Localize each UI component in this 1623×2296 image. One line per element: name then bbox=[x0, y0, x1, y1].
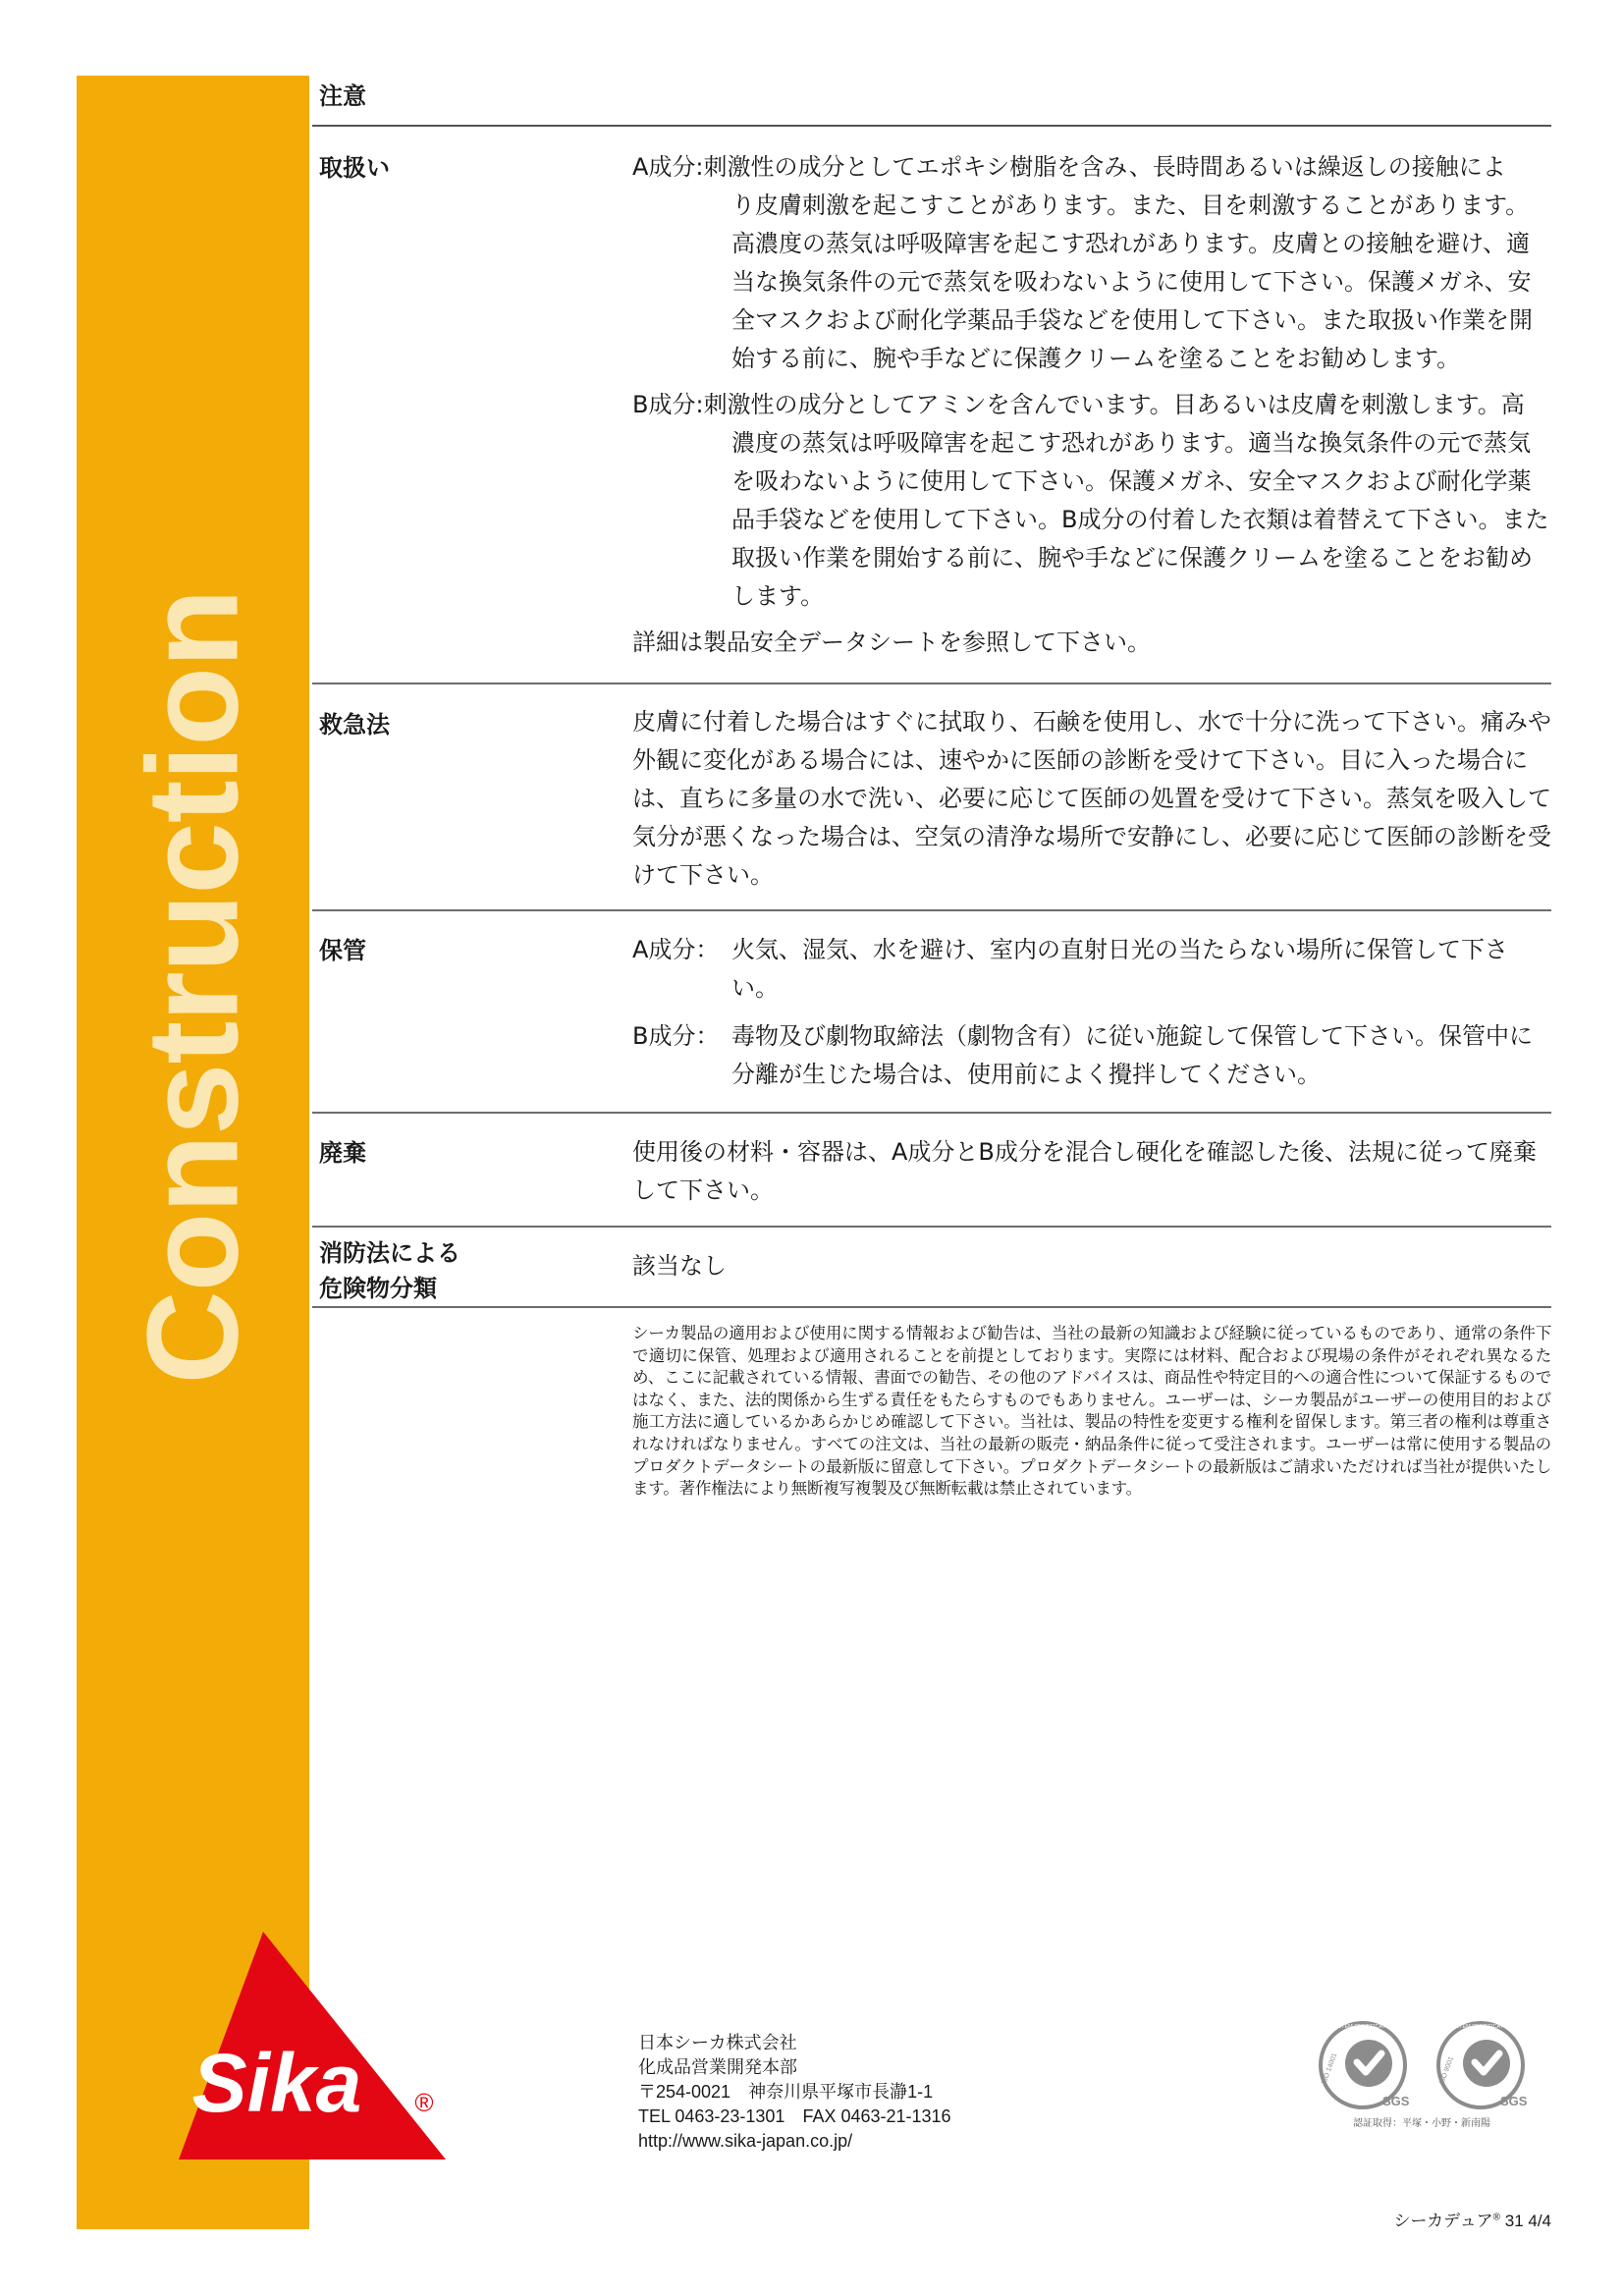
page-number: 31 4/4 bbox=[1504, 2212, 1551, 2230]
svg-text:SYSTEM CERTIFICATION: SYSTEM CERTIFICATION bbox=[1448, 2024, 1513, 2030]
handling-a-first-line bbox=[632, 148, 1551, 187]
iso14001-badge bbox=[1321, 2023, 1410, 2108]
storage-label: 保管 bbox=[319, 937, 366, 964]
handling-a-prefix: A成分: bbox=[632, 153, 704, 181]
handling-b-first-line bbox=[632, 386, 1551, 424]
svg-text:SYSTEM CERTIFICATION: SYSTEM CERTIFICATION bbox=[1330, 2024, 1395, 2030]
svg-text:SGS: SGS bbox=[1382, 2094, 1410, 2108]
first-aid-text: 皮膚に付着した場合はすぐに拭取り、石鹸を使用し、水で十分に洗って下さい。痛みや外観に変化がある場合には、速やかに医師の診断を受けて下さい。目に入った場合には、直ちに多量の水で洗い、必要に応じて医師の処置を受けて下さい。蒸気を吸入して気分が悪くなった場合は、空気の清浄な場所で安静にし、必要に応じて医師の診断を受けて下さい。 bbox=[632, 708, 1551, 889]
storage-a-prefix: A成分： bbox=[632, 936, 720, 963]
storage-body bbox=[632, 931, 1551, 1094]
product-reg-mark: ® bbox=[1492, 2212, 1500, 2223]
sika-logo-wordmark: Sika bbox=[191, 2037, 362, 2129]
storage-divider bbox=[312, 1112, 1551, 1114]
product-name: シーカデュア bbox=[1393, 2212, 1493, 2230]
handling-body bbox=[632, 148, 1551, 662]
division-name: 化成品営業開発本部 bbox=[638, 2057, 797, 2077]
certification-badges bbox=[1304, 2016, 1559, 2130]
storage-a-row bbox=[632, 931, 1551, 1008]
handling-a-text-start: 刺激性の成分としてエポキシ樹脂を含み、長時間あるいは繰返しの接触によ bbox=[703, 153, 1506, 181]
fire-law-label-line2: 危険物分類 bbox=[319, 1275, 437, 1302]
svg-text:SGS: SGS bbox=[1500, 2094, 1528, 2108]
storage-b-text: 毒物及び劇物取締法（劇物含有）に従い施錠して保管して下さい。保管中に分離が生じた場合は、使用前によく攪拌してください。 bbox=[731, 1022, 1533, 1088]
svg-text:ISO 14001: ISO 14001 bbox=[1321, 2051, 1339, 2086]
legal-disclaimer: シーカ製品の適用および使用に関する情報および勧告は、当社の最新の知識および経験に従っているものであり、通常の条件下で適切に保管、処理および適用されることを前提としております。実際には材料、配合および現場の条件がそれぞれ異なるため、ここに記載されている情報、書面での勧告、その他のアドバイスは、商品性や特定目的への適合性について保証するものではなく、また、法的関係から生ずる責任をもたらすものでもありません。ユーザーは、シーカ製品がユーザーの使用目的および施工方法に適しているかあらかじめ確認して下さい。当社は、製品の特性を変更する権利を留保します。第三者の権利は尊重されなければなりません。すべての注文は、当社の最新の販売・納品条件に従って受注されます。ユーザーは常に使用する製品のプロダクトデータシートの最新版に留意して下さい。プロダクトデータシートの最新版はご請求いただければ当社が提供いたします。著作権法により無断複写複製及び無断転載は禁止されています。 bbox=[632, 1324, 1551, 1499]
iso9001-badge bbox=[1438, 2023, 1528, 2108]
sika-logo bbox=[179, 1932, 446, 2167]
disposal-divider bbox=[312, 1226, 1551, 1228]
page-title: 注意 bbox=[319, 82, 366, 110]
registered-mark: ® bbox=[414, 2088, 434, 2117]
phone-fax: TEL 0463-23-1301 FAX 0463-21-1316 bbox=[638, 2106, 951, 2126]
storage-b-prefix: B成分： bbox=[632, 1022, 720, 1050]
handling-label: 取扱い bbox=[319, 154, 390, 182]
page-footer bbox=[1375, 2207, 1551, 2231]
first-aid-divider bbox=[312, 909, 1551, 911]
fire-law-text: 該当なし bbox=[632, 1252, 727, 1280]
fire-law-label-line1: 消防法による bbox=[319, 1239, 460, 1267]
postal-address: 〒254-0021 神奈川県平塚市長瀞1-1 bbox=[638, 2082, 934, 2102]
contact-block bbox=[638, 2031, 951, 2154]
construction-vertical-text: Construction bbox=[120, 589, 265, 1385]
storage-b-row bbox=[632, 1017, 1551, 1094]
handling-a-text-rest: り皮膚刺激を起こすことがあります。また、目を刺激することがあります。高濃度の蒸気は呼吸障害を起こす恐れがあります。皮膚との接触を避け、適当な換気条件の元で蒸気を吸わないように使用して下さい。保護メガネ、安全マスクおよび耐化学薬品手袋などを使用して下さい。また取扱い作業を開始する前に、腕や手などに保護クリームを塗ることをお勧めします。 bbox=[731, 191, 1533, 372]
title-divider bbox=[312, 125, 1551, 127]
svg-text:ISO 9001: ISO 9001 bbox=[1438, 2055, 1455, 2086]
fire-law-label bbox=[319, 1235, 460, 1306]
disposal-text: 使用後の材料・容器は、A成分とB成分を混合し硬化を確認した後、法規に従って廃棄して下さい。 bbox=[632, 1138, 1537, 1204]
handling-b-prefix: B成分: bbox=[632, 391, 704, 418]
storage-a-text: 火気、湿気、水を避け、室内の直射日光の当たらない場所に保管して下さい。 bbox=[731, 936, 1509, 1002]
company-name: 日本シーカ株式会社 bbox=[638, 2033, 797, 2052]
handling-note: 詳細は製品安全データシートを参照して下さい。 bbox=[632, 629, 1151, 656]
first-aid-label: 救急法 bbox=[319, 711, 390, 738]
disposal-label: 廃棄 bbox=[319, 1139, 366, 1167]
handling-b-text-start: 刺激性の成分としてアミンを含んでいます。目あるいは皮膚を刺激します。高 bbox=[703, 391, 1525, 418]
fire-law-divider bbox=[312, 1306, 1551, 1308]
certification-caption: 認証取得：平塚・小野・新南陽 bbox=[1353, 2118, 1490, 2129]
handling-b-text-rest: 濃度の蒸気は呼吸障害を起こす恐れがあります。適当な換気条件の元で蒸気を吸わないように使用して下さい。保護メガネ、安全マスクおよび耐化学薬品手袋などを使用して下さい。B成分の付着した衣類は着替えて下さい。また取扱い作業を開始する前に、腕や手などに保護クリームを塗ることをお勧めします。 bbox=[731, 429, 1549, 610]
website-link[interactable]: http://www.sika-japan.co.jp/ bbox=[638, 2131, 853, 2151]
handling-divider bbox=[312, 683, 1551, 684]
